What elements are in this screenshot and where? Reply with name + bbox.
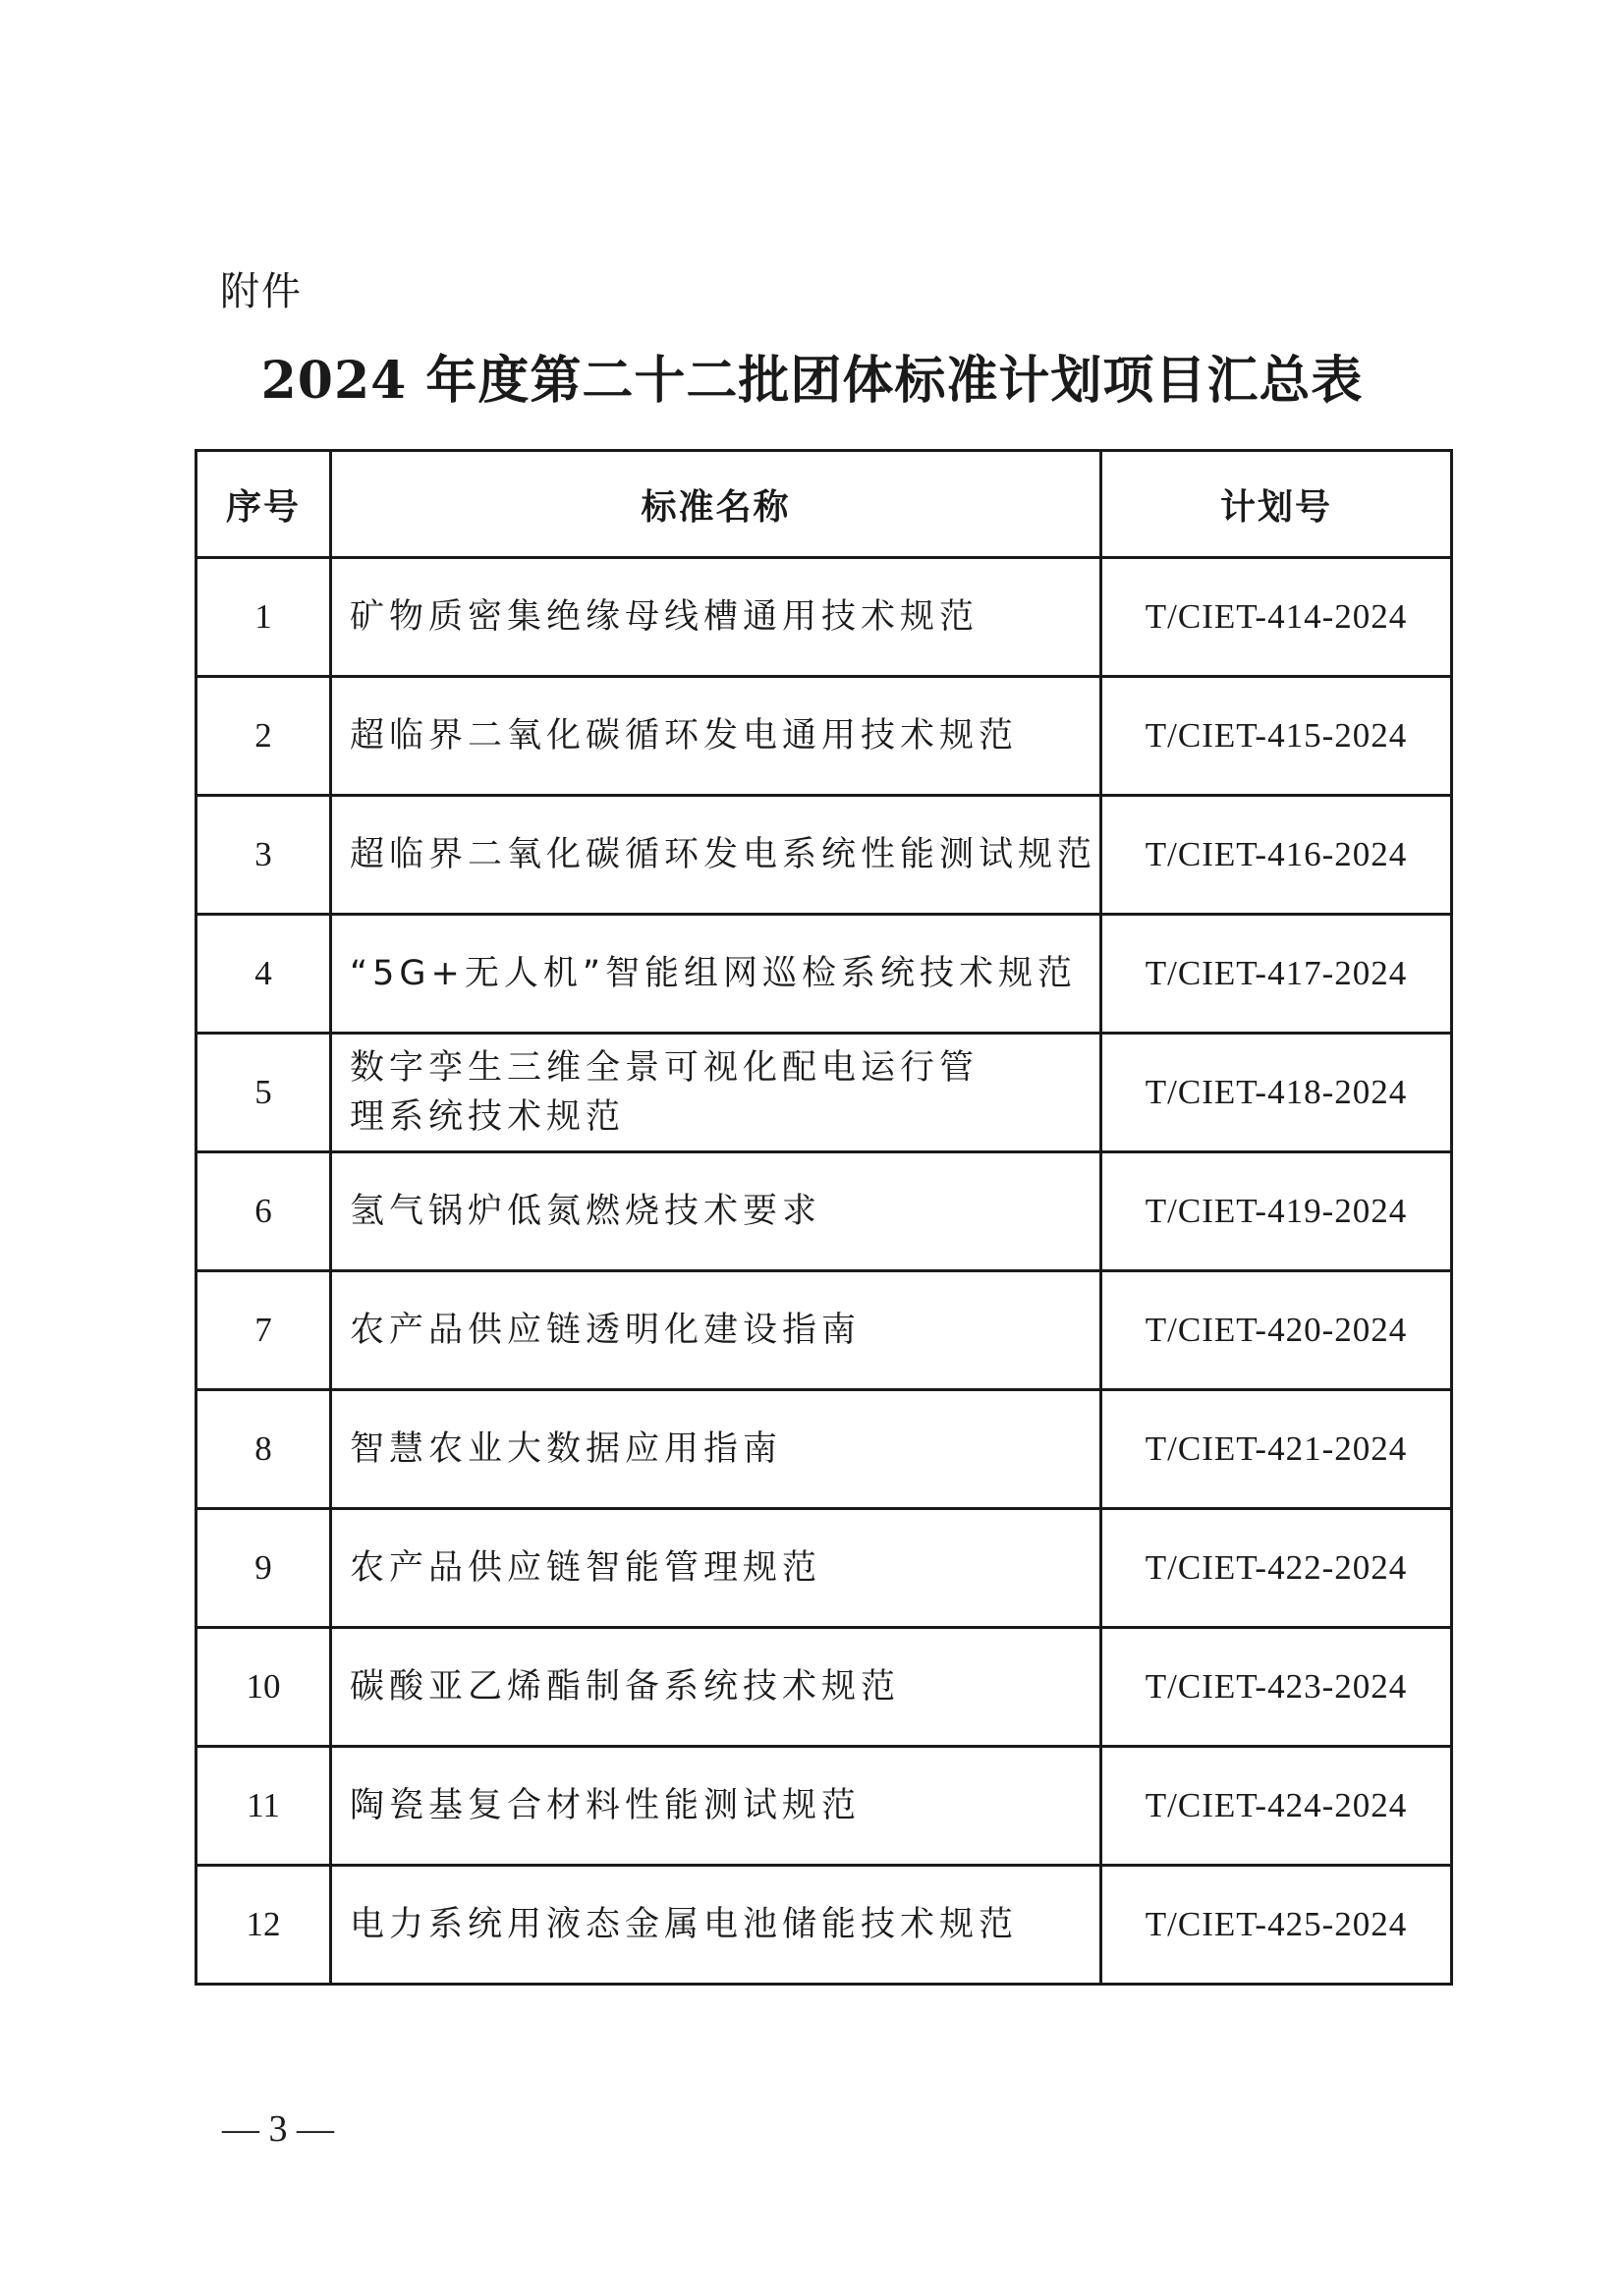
row-index: 12 — [196, 1866, 331, 1985]
row-name: 数字孪生三维全景可视化配电运行管理系统技术规范 — [331, 1034, 1101, 1152]
header-code: 计划号 — [1101, 451, 1452, 558]
row-name: 陶瓷基复合材料性能测试规范 — [331, 1747, 1101, 1866]
row-index: 6 — [196, 1152, 331, 1271]
row-index: 1 — [196, 558, 331, 677]
table-row — [196, 558, 1452, 677]
row-name: 碳酸亚乙烯酯制备系统技术规范 — [331, 1628, 1101, 1747]
row-name: 农产品供应链智能管理规范 — [331, 1509, 1101, 1628]
row-index: 3 — [196, 796, 331, 915]
row-code: T/CIET-420-2024 — [1101, 1271, 1452, 1390]
header-index: 序号 — [196, 451, 331, 558]
row-index: 2 — [196, 677, 331, 796]
row-name: 智慧农业大数据应用指南 — [331, 1390, 1101, 1509]
table-row — [196, 1034, 1452, 1152]
row-code: T/CIET-415-2024 — [1101, 677, 1452, 796]
row-code: T/CIET-425-2024 — [1101, 1866, 1452, 1985]
row-index: 9 — [196, 1509, 331, 1628]
attachment-label: 附件 — [220, 269, 303, 314]
table-row — [196, 1390, 1452, 1509]
page-number: — 3 — — [222, 2108, 334, 2150]
row-name: 超临界二氧化碳循环发电通用技术规范 — [331, 677, 1101, 796]
table-row — [196, 915, 1452, 1034]
row-code: T/CIET-422-2024 — [1101, 1509, 1452, 1628]
table-row — [196, 1152, 1452, 1271]
table-row — [196, 796, 1452, 915]
row-index: 4 — [196, 915, 331, 1034]
table-row — [196, 1271, 1452, 1390]
row-code: T/CIET-419-2024 — [1101, 1152, 1452, 1271]
row-code: T/CIET-416-2024 — [1101, 796, 1452, 915]
row-code: T/CIET-423-2024 — [1101, 1628, 1452, 1747]
row-index: 10 — [196, 1628, 331, 1747]
row-name: 超临界二氧化碳循环发电系统性能测试规范 — [331, 796, 1101, 915]
row-name: 农产品供应链透明化建设指南 — [331, 1271, 1101, 1390]
row-index: 5 — [196, 1034, 331, 1152]
row-code: T/CIET-424-2024 — [1101, 1747, 1452, 1866]
row-name: “5G+无人机”智能组网巡检系统技术规范 — [331, 915, 1101, 1034]
table-row — [196, 677, 1452, 796]
row-code: T/CIET-417-2024 — [1101, 915, 1452, 1034]
row-code: T/CIET-421-2024 — [1101, 1390, 1452, 1509]
table-row — [196, 1628, 1452, 1747]
row-code: T/CIET-418-2024 — [1101, 1034, 1452, 1152]
standards-table — [195, 449, 1453, 1986]
header-name: 标准名称 — [331, 451, 1101, 558]
table-header-row — [196, 451, 1452, 558]
row-name: 电力系统用液态金属电池储能技术规范 — [331, 1866, 1101, 1985]
row-code: T/CIET-414-2024 — [1101, 558, 1452, 677]
document-title: 2024 年度第二十二批团体标准计划项目汇总表 — [260, 351, 1364, 411]
row-name: 矿物质密集绝缘母线槽通用技术规范 — [331, 558, 1101, 677]
row-index: 7 — [196, 1271, 331, 1390]
row-name: 氢气锅炉低氮燃烧技术要求 — [331, 1152, 1101, 1271]
table-row — [196, 1866, 1452, 1985]
row-index: 11 — [196, 1747, 331, 1866]
table-row — [196, 1747, 1452, 1866]
table-row — [196, 1509, 1452, 1628]
row-index: 8 — [196, 1390, 331, 1509]
